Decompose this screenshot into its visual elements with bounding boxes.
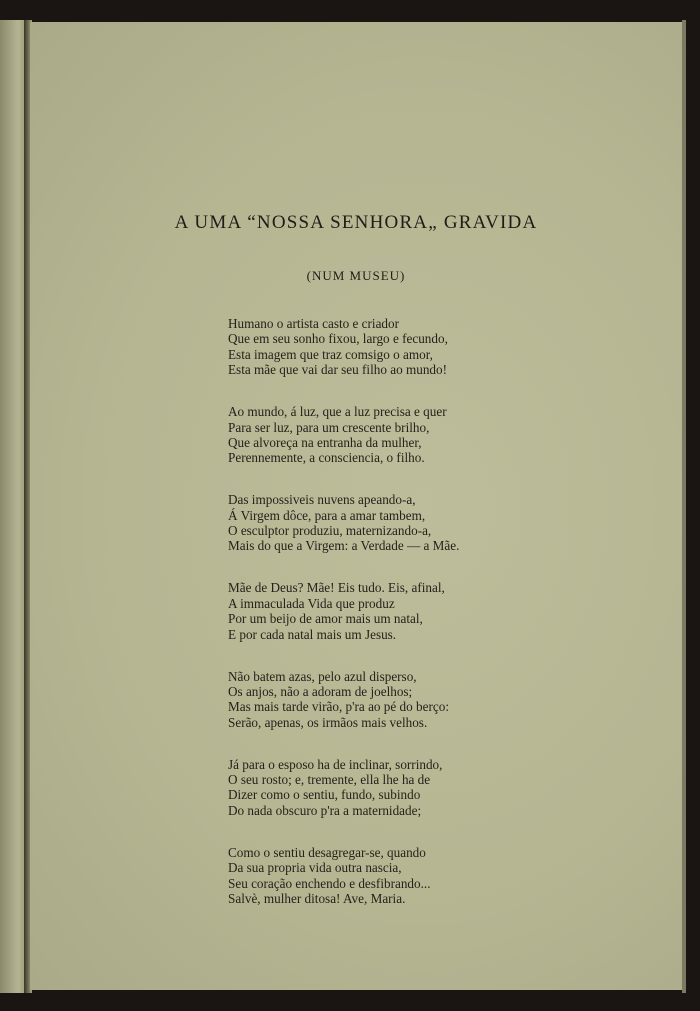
poem-line: Serão, apenas, os irmãos mais velhos. [228, 714, 428, 730]
poem-line: E por cada natal mais um Jesus. [228, 626, 397, 642]
poem-line: Como o sentiu desagregar-se, quando [228, 844, 426, 860]
poem-line: Mãe de Deus? Mãe! Eis tudo. Eis, afinal, [228, 580, 445, 596]
poem-line: Por um beijo de amor mais um natal, [228, 611, 423, 627]
poem-line: A immaculada Vida que produz [228, 595, 395, 611]
poem-line: Esta mãe que vai dar seu filho ao mundo! [228, 362, 447, 378]
poem-line: Á Virgem dôce, para a amar tambem, [228, 507, 426, 523]
poem-line: Ao mundo, á luz, que a luz precisa e quer [228, 404, 447, 420]
poem-line: Os anjos, não a adoram de joelhos; [228, 683, 413, 699]
poem-line: Humano o artista casto e criador [228, 316, 400, 331]
poem-body [228, 316, 518, 933]
poem-line: Esta imagem que traz comsigo o amor, [228, 346, 433, 362]
poem-line: Perennemente, a consciencia, o filho. [228, 450, 425, 466]
poem-title: A UMA “NOSSA SENHORA„ GRAVIDA [174, 212, 538, 233]
poem-line: Já para o esposo ha de inclinar, sorrindo, [228, 756, 443, 772]
poem-line: Mais do que a Virgem: a Verdade — a Mãe. [228, 538, 460, 554]
poem-line: Seu coração enchendo e desfibrando... [228, 875, 431, 891]
poem-line: Do nada obscuro p'ra a maternidade; [228, 802, 422, 818]
page-right-edge [682, 20, 686, 993]
stanza [228, 757, 518, 819]
poem-line: Que alvoreça na entranha da mulher, [228, 434, 422, 450]
poem-line: Dizer como o sentiu, fundo, subindo [228, 787, 421, 803]
stanza [228, 316, 518, 378]
poem-line: Para ser luz, para um crescente brilho, [228, 419, 430, 435]
facing-page-edge [0, 20, 26, 993]
stanza [228, 580, 518, 642]
book-page [30, 22, 682, 990]
poem-line: Salvè, mulher ditosa! Ave, Maria. [228, 890, 406, 906]
poem-subtitle: (NUM MUSEU) [306, 268, 406, 283]
poem-line: Que em seu sonho fixou, largo e fecundo, [228, 331, 448, 347]
poem-line: O seu rosto; e, tremente, ella lhe ha de [228, 772, 431, 788]
stanza [228, 404, 518, 466]
poem-line: Da sua propria vida outra nascia, [228, 860, 402, 876]
poem-line: O esculptor produziu, maternizando-a, [228, 523, 432, 539]
poem-line: Mas mais tarde virão, p'ra ao pé do berço: [228, 699, 449, 715]
poem-line: Das impossiveis nuvens apeando-a, [228, 492, 416, 508]
stanza [228, 492, 518, 554]
stanza [228, 845, 518, 907]
poem-line: Não batem azas, pelo azul disperso, [228, 668, 417, 684]
stanza [228, 669, 518, 731]
